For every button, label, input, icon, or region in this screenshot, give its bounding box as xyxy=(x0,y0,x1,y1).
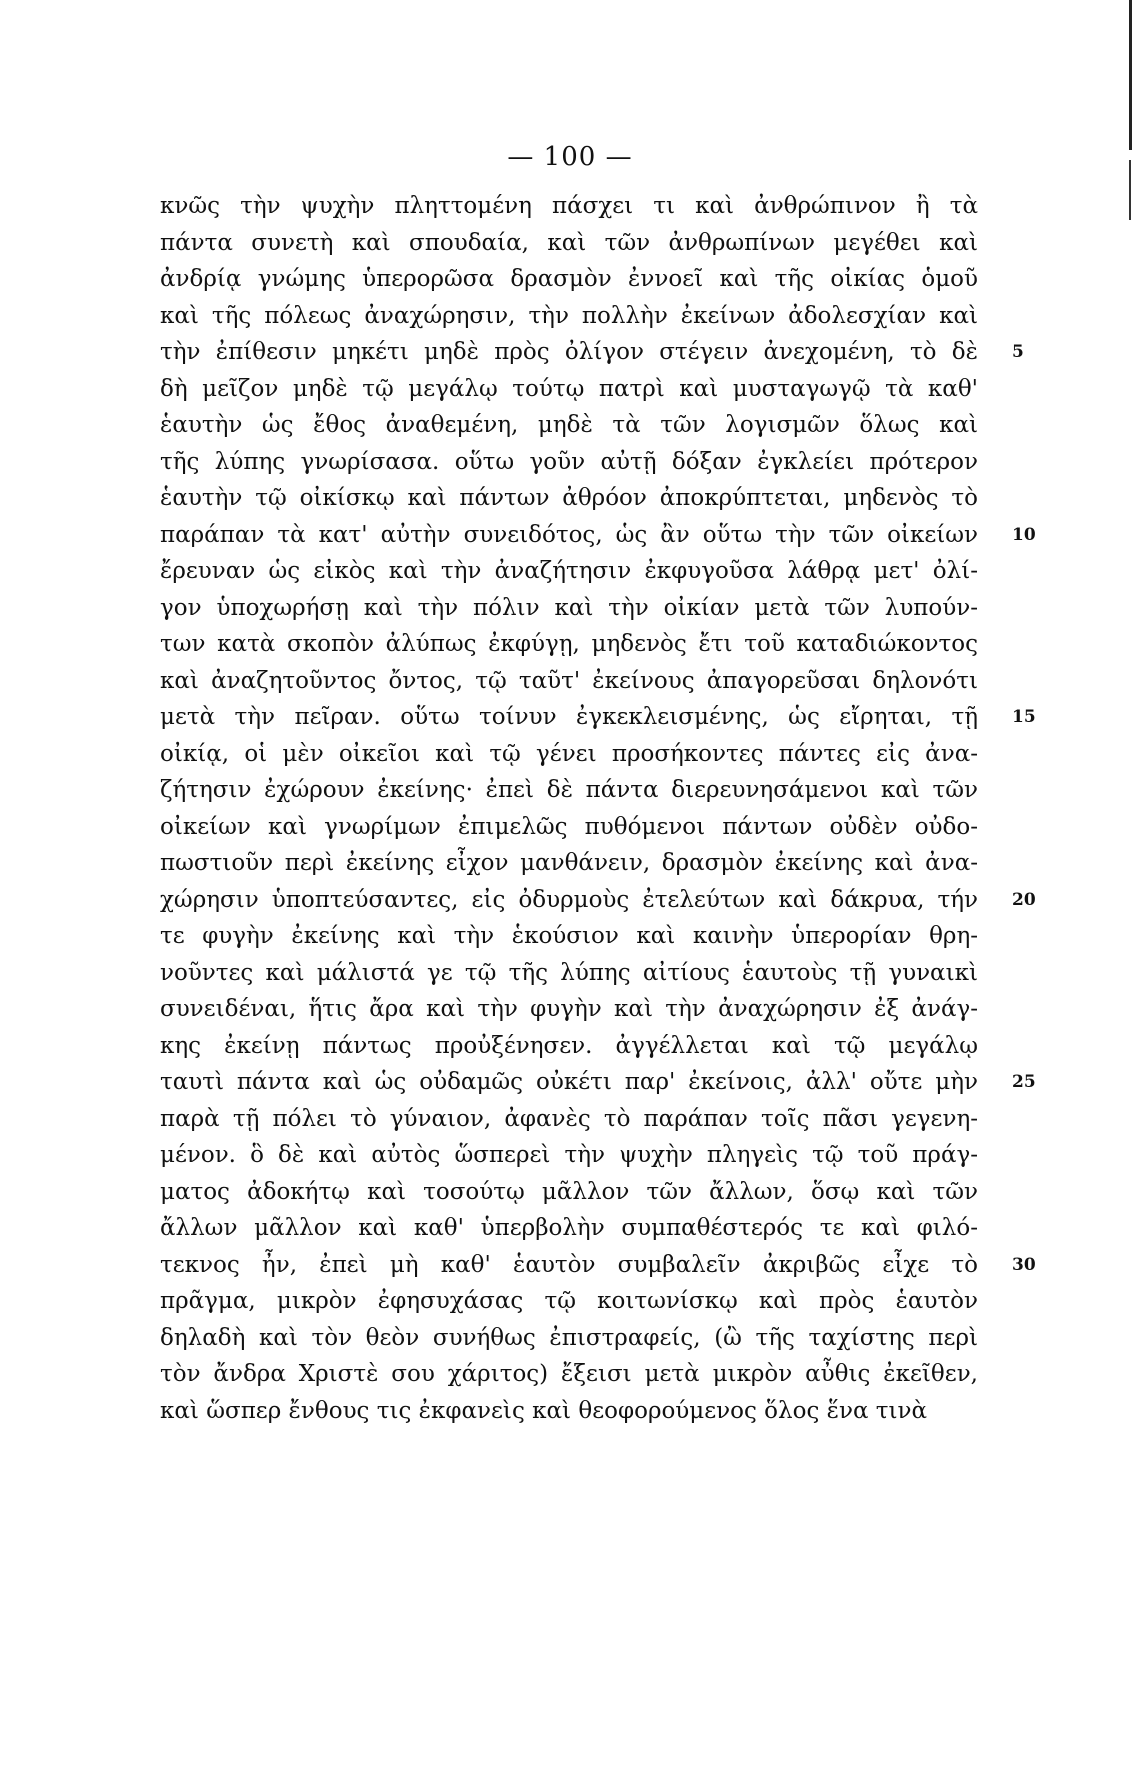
margin-line-number-10: 10 xyxy=(1012,524,1036,545)
text-line-3: ἀνδρίᾳ γνώμης ὑπερορῶσα δρασμὸν ἐννοεῖ καὶ τῆς οἰκίας ὁμοῦ xyxy=(160,266,978,292)
text-line-24: κης ἐκείνῃ πάντως προὐξένησεν. ἀγγέλλεται καὶ τῷ μεγάλῳ xyxy=(160,1032,978,1059)
text-line-22: νοῦντες καὶ μάλιστά γε τῷ τῆς λύπης αἰτίους ἑαυτοὺς τῇ γυναικὶ xyxy=(160,959,978,986)
page-edge-rule xyxy=(1129,0,1132,150)
text-line-21: τε φυγὴν ἐκείνης καὶ τὴν ἑκούσιον καὶ καινὴν ὑπερορίαν θρη- xyxy=(160,923,978,949)
text-line-34: καὶ ὥσπερ ἔνθους τις ἐκφανεὶς καὶ θεοφορούμενος ὅλος ἕνα τινὰ xyxy=(160,1397,928,1424)
text-line-28: ματος ἀδοκήτῳ καὶ τοσούτῳ μᾶλλον τῶν ἄλλων, ὅσῳ καὶ τῶν xyxy=(160,1178,978,1205)
main-text-block xyxy=(160,188,978,1429)
text-line-18: οἰκείων καὶ γνωρίμων ἐπιμελῶς πυθόμενοι πάντων οὐδὲν οὐδο- xyxy=(160,813,978,840)
text-line-12: γον ὑποχωρήσῃ καὶ τὴν πόλιν καὶ τὴν οἰκίαν μετὰ τῶν λυπούν- xyxy=(160,594,978,621)
text-line-17: ζήτησιν ἐχώρουν ἐκείνης· ἐπεὶ δὲ πάντα διερευνησάμενοι καὶ τῶν xyxy=(160,777,978,803)
margin-line-number-15: 15 xyxy=(1012,707,1036,727)
text-line-20: χώρησιν ὑποπτεύσαντες, εἰς ὀδυρμοὺς ἐτελεύτων καὶ δάκρυα, τήν xyxy=(160,886,978,913)
text-line-30: τεκνος ἦν, ἐπεὶ μὴ καθ' ἑαυτὸν συμβαλεῖν ἀκριβῶς εἶχε τὸ xyxy=(160,1251,978,1278)
text-line-13: των κατὰ σκοπὸν ἀλύπως ἐκφύγῃ, μηδενὸς ἔτι τοῦ καταδιώκοντος xyxy=(160,631,978,657)
text-line-5: τὴν ἐπίθεσιν μηκέτι μηδὲ πρὸς ὀλίγον στέγειν ἀνεχομένη, τὸ δὲ xyxy=(160,339,978,365)
text-line-2: πάντα συνετὴ καὶ σπουδαία, καὶ τῶν ἀνθρωπίνων μεγέθει καὶ xyxy=(160,229,978,256)
text-line-33: τὸν ἄνδρα Χριστὲ σου χάριτος) ἔξεισι μετὰ μικρὸν αὖθις ἐκεῖθεν, xyxy=(160,1361,978,1387)
text-line-11: ἔρευναν ὡς εἰκὸς καὶ τὴν ἀναζήτησιν ἐκφυγοῦσα λάθρᾳ μετ' ὀλί- xyxy=(160,558,978,584)
text-line-1: κνῶς τὴν ψυχὴν πληττομένη πάσχει τι καὶ ἀνθρώπινον ἢ τὰ xyxy=(160,193,978,219)
text-line-14: καὶ ἀναζητοῦντος ὄντος, τῷ ταῦτ' ἐκείνους ἀπαγορεῦσαι δηλονότι xyxy=(160,667,978,694)
page-number: — 100 — xyxy=(507,142,633,172)
text-line-27: μένον. ὃ δὲ καὶ αὐτὸς ὥσπερεὶ τὴν ψυχὴν πληγεὶς τῷ τοῦ πράγ- xyxy=(160,1142,978,1168)
text-line-32: δηλαδὴ καὶ τὸν θεὸν συνήθως ἐπιστραφείς, (ὢ τῆς ταχίστης περὶ xyxy=(160,1324,978,1351)
text-line-9: ἑαυτὴν τῷ οἰκίσκῳ καὶ πάντων ἀθρόον ἀποκρύπτεται, μηδενὸς τὸ xyxy=(160,485,978,511)
text-line-8: τῆς λύπης γνωρίσασα. οὕτω γοῦν αὐτῇ δόξαν ἐγκλείει πρότερον xyxy=(160,448,978,475)
text-line-6: δὴ μεῖζον μηδὲ τῷ μεγάλῳ τούτῳ πατρὶ καὶ μυσταγωγῷ τὰ καθ' xyxy=(160,375,978,402)
text-line-25: ταυτὶ πάντα καὶ ὡς οὐδαμῶς οὐκέτι παρ' ἐκείνοις, ἀλλ' οὔτε μὴν xyxy=(160,1069,978,1095)
text-line-4: καὶ τῆς πόλεως ἀναχώρησιν, τὴν πολλὴν ἐκείνων ἀδολεσχίαν καὶ xyxy=(160,302,978,329)
text-line-7: ἑαυτὴν ὡς ἔθος ἀναθεμένη, μηδὲ τὰ τῶν λογισμῶν ὅλως καὶ xyxy=(160,412,978,438)
text-line-19: πωστιοῦν περὶ ἐκείνης εἶχον μανθάνειν, δρασμὸν ἐκείνης καὶ ἀνα- xyxy=(160,850,978,876)
text-line-31: πρᾶγμα, μικρὸν ἐφησυχάσας τῷ κοιτωνίσκῳ καὶ πρὸς ἑαυτὸν xyxy=(160,1288,978,1314)
margin-line-number-30: 30 xyxy=(1012,1254,1036,1275)
text-line-10: παράπαν τὰ κατ' αὐτὴν συνειδότος, ὡς ἂν οὕτω τὴν τῶν οἰκείων xyxy=(160,521,978,548)
text-line-15: μετὰ τὴν πεῖραν. οὕτω τοίνυν ἐγκεκλεισμένης, ὡς εἴρηται, τῇ xyxy=(160,704,978,730)
text-line-23: συνειδέναι, ἥτις ἄρα καὶ τὴν φυγὴν καὶ τὴν ἀναχώρησιν ἐξ ἀνάγ- xyxy=(160,996,978,1022)
text-line-16: οἰκίᾳ, οἱ μὲν οἰκεῖοι καὶ τῷ γένει προσήκοντες πάντες εἰς ἀνα- xyxy=(160,740,978,767)
margin-line-number-20: 20 xyxy=(1012,889,1036,910)
margin-line-number-25: 25 xyxy=(1012,1072,1036,1092)
text-line-29: ἄλλων μᾶλλον καὶ καθ' ὑπερβολὴν συμπαθέστερός τε καὶ φιλό- xyxy=(160,1215,978,1241)
text-line-26: παρὰ τῇ πόλει τὸ γύναιον, ἀφανὲς τὸ παράπαν τοῖς πᾶσι γεγενη- xyxy=(160,1105,978,1132)
margin-line-number-5: 5 xyxy=(1012,342,1024,362)
